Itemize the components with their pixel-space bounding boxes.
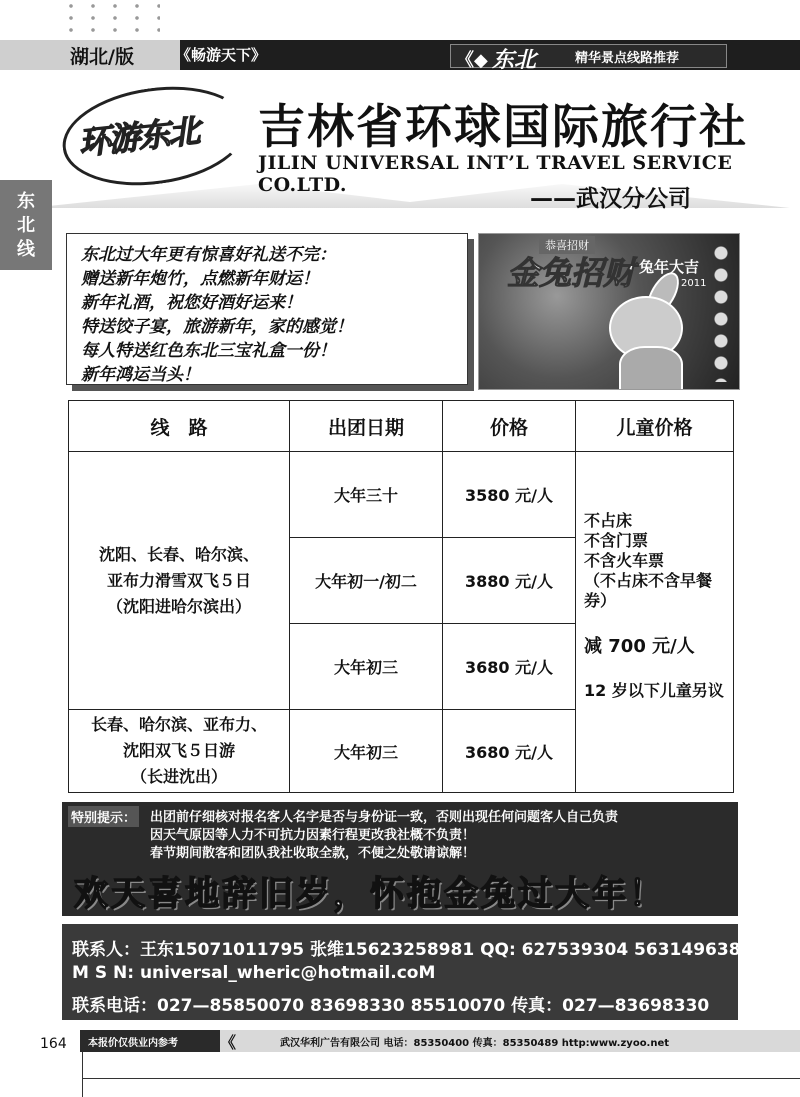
date-cell: 大年三十 [290,452,443,538]
route-region: 东北 [492,47,537,73]
child-line: 不占床 [584,511,633,530]
contact-msn: M S N: universal_wheric@hotmail.coM [72,963,436,983]
price-table [68,400,734,793]
logo-text: 环游东北 [76,111,200,163]
route-cell [69,710,290,793]
route-cell [69,452,290,710]
chevron-left-icon: 《 [220,1033,237,1052]
route-line: （沈阳进哈尔滨出） [106,596,251,616]
golden-rabbit-image [478,233,740,390]
table-header-row [69,401,734,452]
route-line: 长春、哈尔滨、亚布力、 [90,715,267,734]
image-title: 金兔招财 [507,254,636,292]
date-cell: 大年初三 [290,710,443,793]
route-prefix: 《◆ [456,50,488,71]
date-cell: 大年初一/初二 [290,538,443,624]
header-child-price: 儿童价格 [576,401,734,452]
contact-people: 联系人：王东15071011795 张维15623258981 QQ: 627539304 563149638 [72,940,741,960]
child-discount: 减 700 元/人 [584,636,695,657]
price-cell: 3680 元/人 [443,624,576,710]
promo-line: 赠送新年炮竹，点燃新年财运！ [81,269,319,289]
region-label: 湖北/版 [70,46,134,68]
child-note: 12 岁以下儿童另议 [584,681,724,700]
price-cell: 3680 元/人 [443,710,576,793]
notes-label: 特别提示： [68,806,139,827]
agency-name-en: JILIN UNIVERSAL INT’L TRAVEL SERVICE CO.LTD. [258,152,733,196]
header-route: 线 路 [69,401,290,452]
child-line: 不含门票 [584,531,649,550]
child-line: 不含火车票 [584,551,665,570]
divider [82,1078,800,1079]
promo-line: 东北过大年更有惊喜好礼送不完： [81,245,336,265]
agency-branch: ——武汉分公司 [530,186,691,212]
price-cell: 3880 元/人 [443,538,576,624]
image-year: 2011 [681,278,707,289]
route-line: （长进沈出） [130,767,227,786]
child-price-cell [576,452,734,793]
image-banner: 恭喜招财 [539,236,595,254]
notes-line: 春节期间散客和团队我社收取全款，不便之处敬请谅解！ [150,846,476,861]
dot-decoration [60,0,160,36]
side-tab-label: 东北线 [17,191,35,260]
notes-line: 因天气原因等人力不可抗力因素行程更改我社概不负责！ [150,828,476,843]
route-line: 沈阳、长春、哈尔滨、 [98,544,259,564]
promo-box [66,233,468,385]
route-line: 亚布力滑雪双飞５日 [106,570,251,590]
divider [82,1052,83,1097]
header-price: 价格 [443,401,576,452]
promo-line: 特送饺子宴，旅游新年，家的感觉！ [81,317,353,337]
image-greeting: 兔年大吉 [639,258,700,276]
table-row [69,452,734,538]
contact-phone: 联系电话：027—85850070 83698330 85510070 传真：027—83698330 [72,996,710,1016]
header-date: 出团日期 [290,401,443,452]
magazine-title: 《畅游天下》 [176,46,267,64]
footer-publisher: 武汉华利广告有限公司 电话：85350400 传真：85350489 http:www.zyoo.net [280,1038,670,1049]
route-line: 沈阳双飞５日游 [122,741,235,760]
route-title: 精华景点线路推荐 [575,51,680,66]
lantern-decoration [711,242,731,382]
promo-line: 新年鸿运当头！ [81,365,200,385]
price-cell: 3580 元/人 [443,452,576,538]
child-line: （不占床不含早餐券） [584,571,713,610]
date-cell: 大年初三 [290,624,443,710]
footer-disclaimer: 本报价仅供业内参考 [88,1038,178,1049]
promo-line: 每人特送红色东北三宝礼盒一份！ [81,341,336,361]
notes-line: 出团前仔细核对报名客人名字是否与身份证一致，否则出现任何问题客人自己负责 [150,810,619,825]
slogan: 欢天喜地辞旧岁，怀抱金兔过大年！ [74,874,666,914]
rabbit-body [619,346,683,390]
promo-line: 新年礼酒，祝您好酒好运来！ [81,293,302,313]
page-number: 164 [40,1036,67,1052]
agency-name-cn: 吉林省环球国际旅行社 [258,100,748,155]
